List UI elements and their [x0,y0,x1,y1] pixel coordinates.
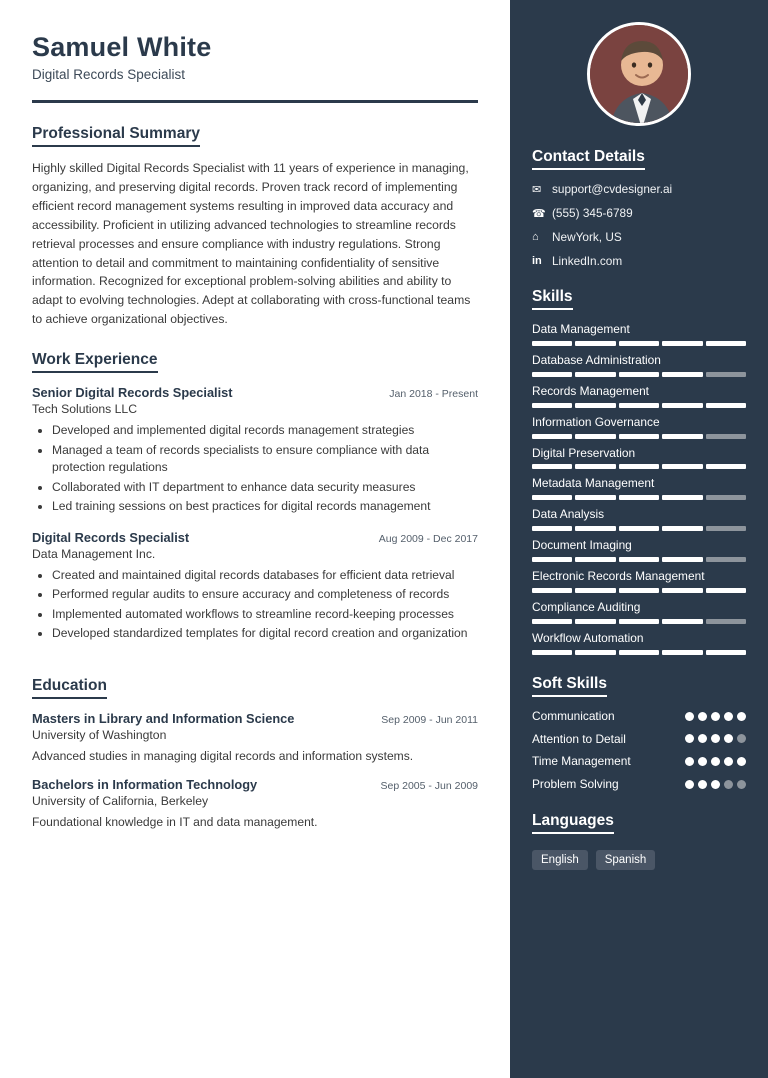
skill-level-segment [575,588,615,593]
rating-dot [711,757,720,766]
avatar [587,22,691,126]
skill-level-segment [532,341,572,346]
contact-phone-value: (555) 345-6789 [552,206,633,220]
education-date-range: Sep 2005 - Jun 2009 [380,779,478,792]
soft-skills-block [532,675,746,793]
rating-dot [737,734,746,743]
soft-skill-item [532,754,746,769]
skill-level-bar [532,434,746,439]
skill-level-segment [532,588,572,593]
work-company: Tech Solutions LLC [32,402,138,417]
list-item: • Managed a team of records specialists to ensure compliance with data protection regulations [52,442,478,477]
list-item: • Led training sessions on best practices for digital records management [52,498,478,516]
section-title-soft-skills: Soft Skills [532,675,607,697]
soft-skill-label: Time Management [532,754,631,769]
education-description: Foundational knowledge in IT and data management. [32,814,318,829]
skill-level-segment [662,588,702,593]
skill-level-segment [619,650,659,655]
skill-level-segment [575,619,615,624]
skill-level-segment [706,650,746,655]
skill-level-bar [532,495,746,500]
section-title-education: Education [32,677,107,699]
phone-icon: ☎ [532,207,546,220]
rating-dot [698,757,707,766]
rating-dot [685,734,694,743]
skill-level-segment [575,526,615,531]
work-entry [32,530,478,643]
skill-level-segment [575,372,615,377]
skill-level-segment [662,464,702,469]
skill-level-segment [706,341,746,346]
rating-dot [685,757,694,766]
soft-skill-item [532,777,746,792]
skill-level-segment [706,526,746,531]
soft-skill-label: Attention to Detail [532,731,626,746]
education-description: Advanced studies in managing digital records and information systems. [32,748,414,763]
soft-skill-rating [685,712,746,721]
skill-level-segment [662,557,702,562]
work-job-title: Senior Digital Records Specialist [32,385,233,401]
section-title-summary: Professional Summary [32,125,200,147]
contact-linkedin-value: LinkedIn.com [552,254,623,268]
skill-level-bar [532,341,746,346]
skill-level-segment [532,372,572,377]
rating-dot [711,712,720,721]
professional-summary-text: Highly skilled Digital Records Specialist with 11 years of experience in managing, organizing, and preserving digital records. Proven track record of implementing efficient record management systems resulting in improved data accuracy and accessibility. Proficient in utilizing advanced technologies to streamline records retrieval processes and ensure compliance with industry regulations. Strong attention to detail and commitment to maintaining confidentiality of sensitive information. Recognized for exceptional problem-solving abilities and ability to adapt to evolving technologies. Adept at collaborating with cross-functional teams to achieve organizational objectives. [32,161,471,327]
work-date-range: Jan 2018 - Present [389,388,478,401]
rating-dot [685,712,694,721]
work-entry [32,385,478,516]
work-job-title: Digital Records Specialist [32,529,190,545]
education-entry-header [32,711,478,726]
rating-dot [724,757,733,766]
education-entry-header [32,777,478,792]
list-item: • Developed standardized templates for digital record creation and organization [52,625,478,643]
skill-level-bar [532,526,746,531]
skill-level-segment [619,464,659,469]
skill-level-segment [706,403,746,408]
skill-level-bar [532,403,746,408]
skill-level-segment [662,434,702,439]
soft-skill-rating [685,780,746,789]
work-bullet-list [32,422,478,516]
skill-label: Metadata Management [532,476,655,491]
skill-level-segment [662,650,702,655]
skill-level-segment [619,341,659,346]
rating-dot [737,757,746,766]
soft-skill-item [532,709,746,724]
skill-level-segment [619,372,659,377]
education-date-range: Sep 2009 - Jun 2011 [381,713,478,726]
skill-level-segment [706,495,746,500]
skill-level-segment [662,372,702,377]
section-title-skills: Skills [532,288,573,310]
skill-level-segment [662,403,702,408]
work-bullet-list [32,567,478,643]
skill-label: Digital Preservation [532,445,636,460]
rating-dot [724,712,733,721]
avatar-container [532,22,746,126]
skill-level-segment [619,619,659,624]
work-date-range: Aug 2009 - Dec 2017 [378,532,478,545]
skill-level-segment [575,341,615,346]
rating-dot [724,780,733,789]
soft-skill-item [532,732,746,747]
contact-item-linkedin[interactable] [532,254,746,268]
work-entry-header [32,530,478,545]
work-entry-header [32,385,478,400]
skill-level-bar [532,588,746,593]
skill-level-segment [619,403,659,408]
skill-level-segment [706,557,746,562]
job-role-subtitle: Digital Records Specialist [32,67,186,82]
section-title-work-experience: Work Experience [32,351,158,373]
resume-sidebar [510,0,768,1078]
rating-dot [698,780,707,789]
list-item: • Created and maintained digital records databases for efficient data retrieval [52,567,478,585]
education-school: University of California, Berkeley [32,793,209,808]
skill-level-segment [619,588,659,593]
header-divider [32,100,478,103]
skill-level-segment [532,464,572,469]
skill-level-segment [532,403,572,408]
skill-level-bar [532,372,746,377]
languages-block [532,812,746,870]
skill-level-segment [532,434,572,439]
rating-dot [698,734,707,743]
skills-block [532,288,746,655]
soft-skill-rating [685,757,746,766]
rating-dot [711,780,720,789]
skill-item [532,476,746,500]
rating-dot [737,780,746,789]
language-chip: English [532,850,588,870]
linkedin-icon: in [532,255,542,267]
skill-label: Records Management [532,383,649,398]
skill-level-segment [619,557,659,562]
skill-label: Compliance Auditing [532,599,641,614]
education-degree: Bachelors in Information Technology [32,776,258,792]
skill-item [532,384,746,408]
contact-item-phone[interactable] [532,206,746,220]
skill-level-segment [575,434,615,439]
skill-level-segment [575,557,615,562]
skill-label: Electronic Records Management [532,569,705,583]
skill-level-segment [532,557,572,562]
soft-skill-label: Communication [532,708,615,723]
skill-level-segment [532,650,572,655]
soft-skills-list [532,709,746,793]
language-chip: Spanish [596,850,656,870]
avatar-photo [590,25,691,126]
skill-item [532,322,746,346]
contact-item-email[interactable] [532,182,746,196]
education-school: University of Washington [32,727,167,742]
skill-level-bar [532,650,746,655]
contact-email-value: support@cvdesigner.ai [552,182,673,196]
skill-level-segment [532,495,572,500]
contact-location-value: NewYork, US [552,230,622,244]
skill-label: Information Governance [532,414,660,429]
skill-level-segment [662,619,702,624]
skill-item [532,569,746,593]
list-item: • Implemented automated workflows to streamline record-keeping processes [52,606,478,624]
soft-skill-rating [685,734,746,743]
skill-item [532,446,746,470]
skill-level-segment [619,434,659,439]
contact-item-location [532,230,746,244]
skill-level-segment [575,495,615,500]
skill-item [532,353,746,377]
skills-list [532,322,746,655]
languages-list [532,850,746,870]
skill-level-segment [575,464,615,469]
section-title-languages: Languages [532,812,614,834]
skill-level-segment [575,650,615,655]
skill-label: Data Analysis [532,507,605,522]
skill-level-segment [662,495,702,500]
skill-level-segment [706,619,746,624]
rating-dot [711,734,720,743]
skill-item [532,631,746,655]
page-title: Samuel White [32,32,212,62]
skill-item [532,507,746,531]
skill-item [532,415,746,439]
skill-level-segment [706,372,746,377]
rating-dot [737,712,746,721]
list-item: • Performed regular audits to ensure accuracy and completeness of records [52,586,478,604]
skill-level-bar [532,464,746,469]
skill-level-segment [706,464,746,469]
skill-level-segment [575,403,615,408]
rating-dot [685,780,694,789]
list-item: • Developed and implemented digital records management strategies [52,422,478,440]
skill-level-segment [532,619,572,624]
skill-level-segment [619,526,659,531]
skill-level-segment [706,434,746,439]
skill-level-bar [532,619,746,624]
rating-dot [724,734,733,743]
education-entry [32,711,478,763]
envelope-icon: ✉ [532,183,542,196]
education-entry [32,777,478,829]
education-degree: Masters in Library and Information Science [32,710,295,726]
list-item: • Collaborated with IT department to enhance data security measures [52,479,478,497]
skill-item [532,538,746,562]
work-company: Data Management Inc. [32,546,156,561]
section-title-contact: Contact Details [532,148,645,170]
skill-item [532,600,746,624]
skill-level-segment [662,341,702,346]
rating-dot [698,712,707,721]
skill-level-segment [662,526,702,531]
skill-label: Database Administration [532,352,661,367]
skill-label: Document Imaging [532,538,632,553]
skill-level-bar [532,557,746,562]
home-icon: ⌂ [532,231,539,243]
skill-label: Data Management [532,322,630,336]
skill-level-segment [706,588,746,593]
soft-skill-label: Problem Solving [532,777,619,792]
skill-level-segment [619,495,659,500]
skill-label: Workflow Automation [532,630,644,645]
skill-level-segment [532,526,572,531]
